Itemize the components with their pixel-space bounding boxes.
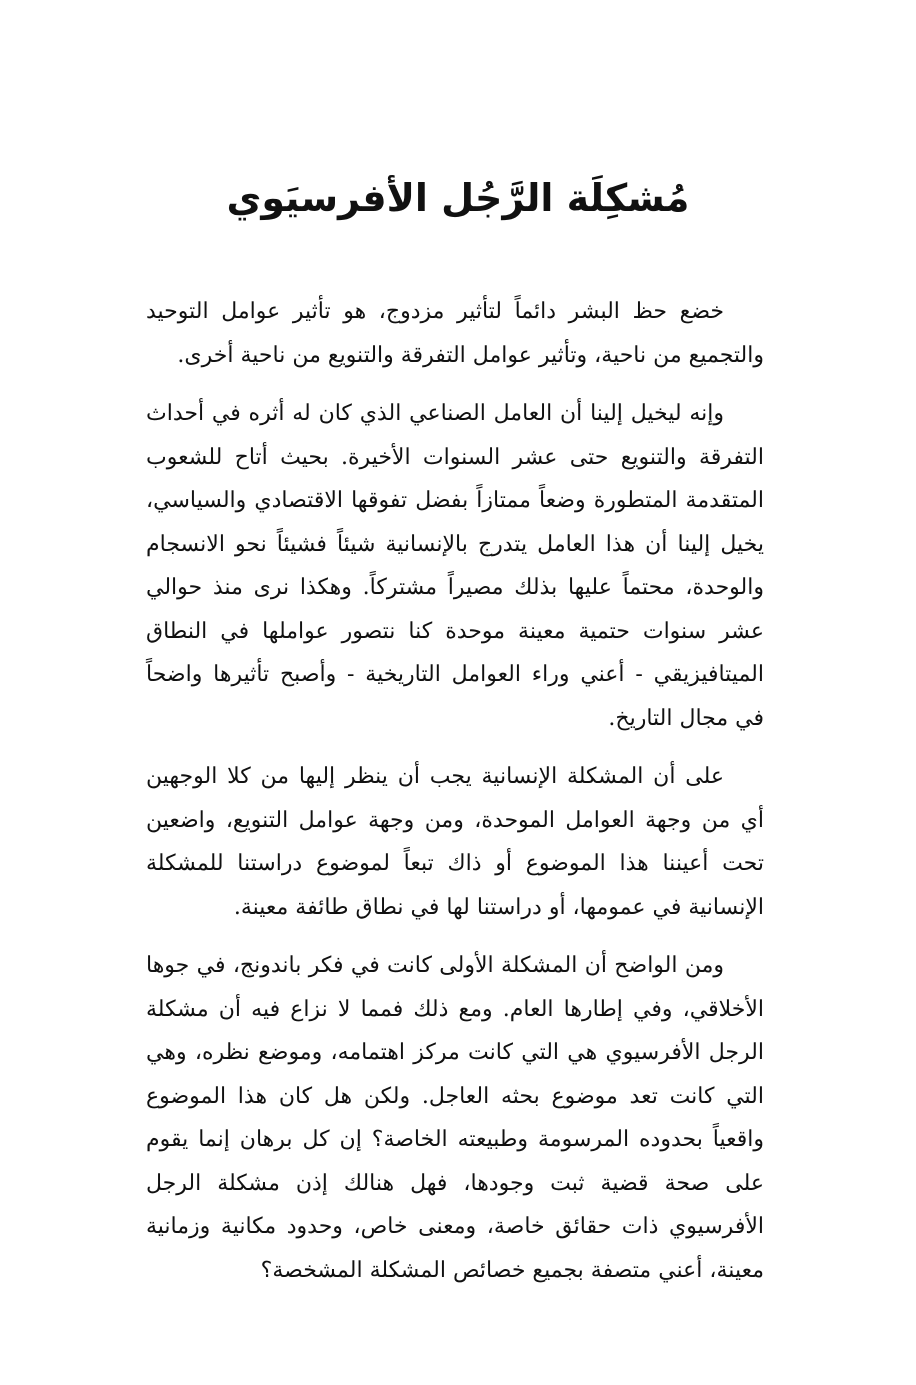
paragraph-4: ومن الواضح أن المشكلة الأولى كانت في فكر باندونج، في جوها الأخلاقي، وفي إطارها العام. ومع ذلك فمما لا نزاع فيه أن مشكلة الرجل الأفرسيوي هي التي كانت مركز اهتمامه، وموضع نظره، وهي التي كانت تعد موضوع بحثه العاجل. ولكن هل كان هذا الموضوع واقعياً بحدوده المرسومة وطبيعته الخاصة؟ إن كل برهان إنما يقوم على صحة قضية ثبت وجودها، فهل هنالك إذن مشكلة الرجل الأفرسيوي ذات حقائق خاصة، ومعنى خاص، وحدود مكانية وزمانية معينة، أعني متصفة بجميع خصائص المشكلة المشخصة؟ <box>146 953 764 1283</box>
paragraph-3: على أن المشكلة الإنسانية يجب أن ينظر إليها من كلا الوجهين أي من وجهة العوامل الموحدة، ومن وجهة عوامل التنويع، واضعين تحت أعيننا هذا الموضوع أو ذاك تبعاً لموضوع دراستنا للمشكلة الإنسانية في عمومها، أو دراستنا لها في نطاق طائفة معينة. <box>146 764 764 920</box>
chapter-body <box>146 290 764 1307</box>
chapter-title: مُشكِلَة الرَّجُل الأفرسيَوي <box>226 176 690 220</box>
paragraph-1: خضع حظ البشر دائماً لتأثير مزدوج، هو تأثير عوامل التوحيد والتجميع من ناحية، وتأثير عوامل التفرقة والتنويع من ناحية أخرى. <box>146 299 764 368</box>
paragraph-2: وإنه ليخيل إلينا أن العامل الصناعي الذي كان له أثره في أحداث التفرقة والتنويع حتى عشر السنوات الأخيرة. بحيث أتاح للشعوب المتقدمة المتطورة وضعاً ممتازاً بفضل تفوقها الاقتصادي والسياسي، يخيل إلينا أن هذا العامل يتدرج بالإنسانية شيئاً فشيئاً نحو الانسجام والوحدة، محتماً عليها بذلك مصيراً مشتركاً. وهكذا نرى منذ حوالي عشر سنوات حتمية معينة موحدة كنا نتصور عواملها في النطاق الميتافيزيقي - أعني وراء العوامل التاريخية - وأصبح تأثيرها واضحاً في مجال التاريخ. <box>146 401 764 731</box>
